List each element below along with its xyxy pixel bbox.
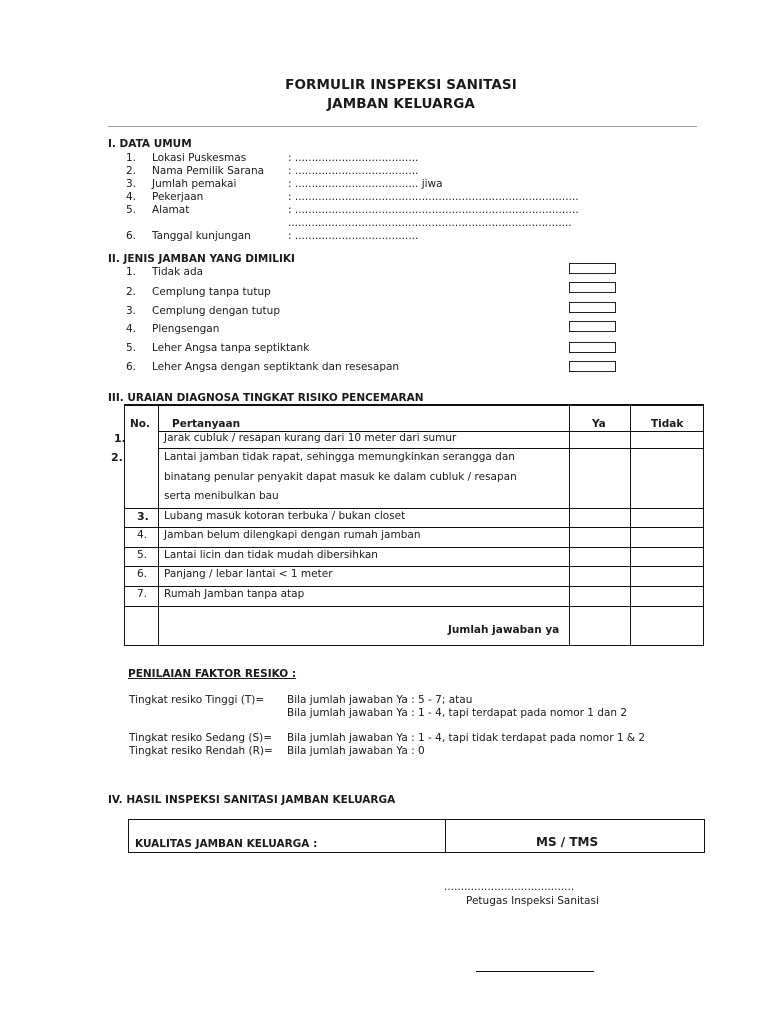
option-label: Tidak ada (152, 266, 204, 278)
table-row-question: Jarak cubluk / resapan kurang dari 10 meter dari sumur (164, 432, 457, 444)
list-item-number: 4. (125, 323, 136, 335)
form-title-line1: FORMULIR INSPEKSI SANITASI (285, 77, 517, 93)
answer-no-cell[interactable] (632, 588, 702, 604)
answer-no-cell[interactable] (632, 432, 702, 448)
list-item-number: 3. (125, 305, 136, 317)
field-label: Alamat (152, 204, 190, 216)
option-label: Leher Angsa dengan septiktank dan resesapan (152, 361, 400, 373)
total-yes-label: Jumlah jawaban ya (448, 624, 560, 636)
table-row-number: 2. (111, 451, 123, 464)
answer-yes-cell[interactable] (571, 568, 628, 584)
answer-yes-cell[interactable] (571, 510, 628, 526)
field-label: Tanggal kunjungan (152, 230, 251, 242)
risk-high-label: Tingkat resiko Tinggi (T)= (129, 694, 265, 706)
table-row-number: 5. (137, 549, 148, 561)
answer-yes-cell[interactable] (571, 432, 628, 448)
list-item-number: 4. (125, 191, 136, 203)
answer-no-cell[interactable] (632, 510, 702, 526)
answer-no-cell[interactable] (632, 568, 702, 584)
answer-no-cell[interactable] (632, 549, 702, 565)
option-checkbox[interactable] (569, 321, 616, 332)
col-header-yes: Ya (592, 418, 606, 430)
table-row-question: Rumah Jamban tanpa atap (164, 588, 305, 600)
list-item-number: 2. (125, 165, 136, 177)
col-header-question: Pertanyaan (172, 418, 241, 430)
field-label: Nama Pemilik Sarana (152, 165, 265, 177)
list-item-number: 2. (125, 286, 136, 298)
officer-title: Petugas Inspeksi Sanitasi (466, 895, 599, 907)
option-checkbox[interactable] (569, 361, 616, 372)
answer-yes-cell[interactable] (571, 451, 628, 467)
table-row-question: Jamban belum dilengkapi dengan rumah jamban (164, 529, 421, 541)
field-label: Pekerjaan (152, 191, 204, 203)
risk-low-rule: Bila jumlah jawaban Ya : 0 (287, 745, 425, 757)
list-item-number: 1. (125, 266, 136, 278)
table-row-question: Lubang masuk kotoran terbuka / bukan closet (164, 510, 406, 522)
table-row-question: serta menibulkan bau (164, 490, 279, 502)
section1-heading: I. DATA UMUM (108, 138, 192, 150)
table-row-question: Panjang / lebar lantai < 1 meter (164, 568, 333, 580)
option-checkbox[interactable] (569, 342, 616, 353)
col-header-no-answer: Tidak (651, 418, 684, 430)
list-item-number: 5. (125, 204, 136, 216)
col-header-no: No. (130, 418, 150, 430)
risk-high-rule-2: Bila jumlah jawaban Ya : 1 - 4, tapi terdapat pada nomor 1 dan 2 (287, 707, 628, 719)
form-title-line2: JAMBAN KELUARGA (327, 96, 475, 112)
table-row-question: Lantai licin dan tidak mudah dibersihkan (164, 549, 378, 561)
risk-medium-rule: Bila jumlah jawaban Ya : 1 - 4, tapi tidak terdapat pada nomor 1 & 2 (287, 732, 646, 744)
table-row-question: Lantai jamban tidak rapat, sehingga memungkinkan serangga dan (164, 451, 515, 463)
risk-low-label: Tingkat resiko Rendah (R)= (129, 745, 273, 757)
field-value[interactable]: ..................................................................................... (288, 217, 572, 229)
list-item-number: 3. (125, 178, 136, 190)
table-row-number: 7. (137, 588, 148, 600)
list-item-number: 6. (125, 230, 136, 242)
signature-dots: ....................................... (444, 881, 575, 893)
section3-heading: III. URAIAN DIAGNOSA TINGKAT RISIKO PENCEMARAN (108, 392, 424, 404)
answer-yes-cell[interactable] (571, 549, 628, 565)
field-value[interactable]: : ..................................... (288, 230, 419, 242)
section4-heading: IV. HASIL INSPEKSI SANITASI JAMBAN KELUARGA (108, 794, 396, 806)
list-item-number: 6. (125, 361, 136, 373)
title-divider (108, 126, 697, 127)
section2-heading: II. JENIS JAMBAN YANG DIMILIKI (108, 253, 295, 265)
field-value[interactable]: : ..................................... (288, 165, 419, 177)
table-row-number: 3. (137, 510, 149, 523)
answer-yes-cell[interactable] (571, 588, 628, 604)
option-checkbox[interactable] (569, 302, 616, 313)
assessment-heading: PENILAIAN FAKTOR RESIKO : (128, 668, 297, 680)
quality-label: KUALITAS JAMBAN KELUARGA : (135, 838, 318, 850)
option-label: Cemplung tanpa tutup (152, 286, 271, 298)
signature-line (476, 971, 594, 972)
field-value[interactable]: : ..................................... jiwa (288, 178, 443, 190)
list-item-number: 5. (125, 342, 136, 354)
field-value[interactable]: : ..................................... (288, 152, 419, 164)
risk-high-rule-1: Bila jumlah jawaban Ya : 5 - 7; atau (287, 694, 473, 706)
answer-no-cell[interactable] (632, 451, 702, 467)
answer-no-cell[interactable] (632, 529, 702, 545)
field-value[interactable]: : ..................................................................................... (288, 191, 579, 203)
answer-yes-cell[interactable] (571, 529, 628, 545)
option-label: Cemplung dengan tutup (152, 305, 280, 317)
table-row-question: binatang penular penyakit dapat masuk ke dalam cubluk / resapan (164, 470, 517, 483)
option-checkbox[interactable] (569, 282, 616, 293)
table-row-number: 4. (137, 529, 148, 541)
risk-medium-label: Tingkat resiko Sedang (S)= (129, 732, 273, 744)
option-checkbox[interactable] (569, 263, 616, 274)
field-label: Lokasi Puskesmas (152, 152, 247, 164)
list-item-number: 1. (125, 152, 136, 164)
quality-value: MS / TMS (536, 835, 599, 849)
table-row-number: 6. (137, 568, 148, 580)
field-value[interactable]: : ..................................................................................... (288, 204, 579, 216)
option-label: Leher Angsa tanpa septiktank (152, 342, 310, 354)
field-label: Jumlah pemakai (152, 178, 237, 190)
table-row-number: 1. (114, 432, 126, 445)
option-label: Plengsengan (152, 323, 220, 335)
